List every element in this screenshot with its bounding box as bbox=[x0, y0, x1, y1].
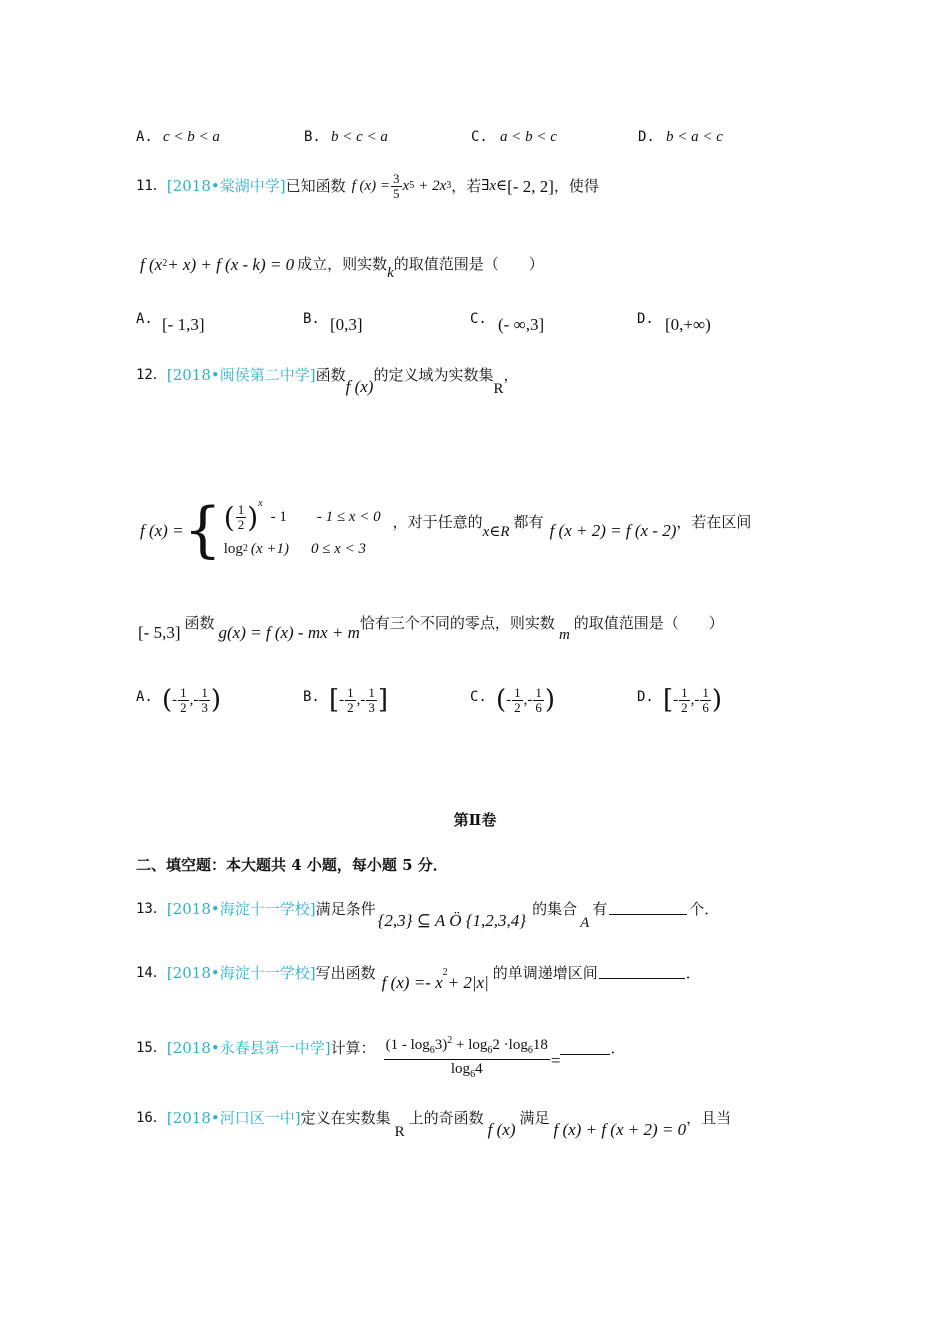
q12-option-b bbox=[329, 686, 388, 714]
q12-gx: g(x) = f (x) - mx + m bbox=[218, 623, 360, 642]
q12-a-comma: , bbox=[189, 691, 194, 708]
q12-b-den2: 3 bbox=[368, 699, 375, 715]
q12-R: R bbox=[493, 381, 504, 397]
q14-exp2: 2 bbox=[442, 967, 448, 978]
q16-text1: 定义在实数集 bbox=[300, 1109, 391, 1127]
q13-text3: 有 bbox=[592, 900, 608, 918]
q12-d-den2: 6 bbox=[702, 699, 709, 715]
q15-num-a: (1 - log bbox=[385, 1037, 430, 1053]
q12-a-minus1: - bbox=[172, 691, 178, 708]
q11-text5: 的取值范围是（ ） bbox=[393, 254, 544, 273]
q15-fraction bbox=[384, 1034, 550, 1081]
q12-c-den1: 2 bbox=[514, 699, 521, 715]
q11-source: [2018•棠湖中学] bbox=[166, 176, 286, 195]
q11-options bbox=[136, 310, 836, 340]
volume-title: 第Ⅱ卷 bbox=[453, 811, 497, 829]
q12-c-den2: 6 bbox=[535, 699, 542, 715]
q12-text5: 都有 bbox=[513, 512, 544, 531]
q12-text4: ，对于任意的 bbox=[392, 512, 483, 531]
q11-exists: ∃x∈ bbox=[481, 177, 508, 194]
q14-text3: ． bbox=[685, 964, 701, 982]
q15-num-e: 6 bbox=[487, 1045, 493, 1056]
q11-option-b-label: B. bbox=[303, 311, 320, 327]
q14-expr-a: f (x) =- x bbox=[381, 973, 443, 992]
q13-var-A: A bbox=[580, 915, 590, 931]
q13-text1: 满足条件 bbox=[315, 900, 376, 918]
q15-number: 15． bbox=[136, 1040, 167, 1056]
q15-answer-blank[interactable] bbox=[560, 1042, 610, 1055]
q15-num-b: 6 bbox=[429, 1045, 435, 1056]
q12-option-a-label: A. bbox=[136, 689, 153, 705]
q12-piece2-cond: 0 ≤ x < 3 bbox=[310, 540, 366, 557]
q12-fx: f (x) bbox=[345, 377, 374, 396]
q15-den-b: 6 bbox=[470, 1069, 476, 1080]
q12-d-num2: 1 bbox=[702, 685, 709, 700]
q12-number: 12． bbox=[136, 367, 167, 383]
q10-option-a: c < b < a bbox=[163, 129, 220, 145]
q12-c-comma: , bbox=[523, 691, 528, 708]
q15-den-a: log bbox=[450, 1061, 471, 1077]
q12-d-minus2: - bbox=[694, 691, 700, 708]
q12-piece-lhs: f (x) = bbox=[140, 520, 184, 540]
q11-number: 11． bbox=[136, 178, 167, 194]
q11-option-d-label: D. bbox=[637, 311, 654, 327]
q16-fx: f (x) bbox=[487, 1120, 516, 1139]
q11-condition-a: f (x bbox=[140, 254, 163, 274]
q16-expr: f (x) + f (x + 2) = 0 bbox=[553, 1120, 687, 1139]
q12-lparen: ( bbox=[223, 500, 235, 534]
q12-piece-row2 bbox=[224, 542, 381, 557]
q12-c-num2: 1 bbox=[535, 685, 542, 700]
q15-num-f: 2 ·log bbox=[492, 1037, 528, 1053]
q12-stem-line3 bbox=[138, 616, 724, 648]
q13-answer-blank[interactable] bbox=[609, 902, 687, 915]
q12-option-c bbox=[496, 686, 555, 714]
q14-text2: 的单调递增区间 bbox=[492, 964, 598, 982]
q12-c-num1: 1 bbox=[514, 685, 521, 700]
q11-option-c-label: C. bbox=[470, 311, 487, 327]
q12-var-m: m bbox=[558, 627, 570, 643]
q12-d-comma: , bbox=[690, 691, 695, 708]
q12-a-minus2: - bbox=[193, 691, 199, 708]
q10-option-d-label: D. bbox=[638, 129, 655, 145]
q12-b-den1: 2 bbox=[347, 699, 354, 715]
q16-text2: 上的奇函数 bbox=[408, 1109, 484, 1127]
q12-half-num: 1 bbox=[237, 502, 245, 518]
q11-x: x bbox=[402, 177, 410, 194]
q11-coef-num: 3 bbox=[393, 170, 400, 186]
q15-num-h: 18 bbox=[532, 1037, 548, 1053]
q12-options bbox=[136, 686, 836, 736]
q11-exp3: 3 bbox=[446, 180, 452, 191]
q12-brace: { bbox=[183, 495, 222, 565]
q12-d-num1: 1 bbox=[681, 685, 688, 700]
q10-option-a-label: A. bbox=[136, 129, 153, 145]
q11-cond-exp: 2 bbox=[162, 258, 168, 269]
q11-text: 已知函数 bbox=[285, 176, 346, 195]
q12-log-arg: (x +1) bbox=[250, 540, 289, 557]
q16-source: [2018•河口区一中] bbox=[166, 1109, 301, 1127]
q11-text2: ，若 bbox=[451, 176, 482, 195]
q11-coef-den: 5 bbox=[393, 185, 400, 201]
q15-num-c: 3) bbox=[434, 1037, 448, 1053]
q12-text6: ，若在区间 bbox=[676, 512, 752, 531]
q12-stem-line1 bbox=[136, 368, 519, 400]
q11-option-a: [- 1,3] bbox=[162, 315, 205, 334]
q12-piece1-tail: - 1 bbox=[270, 509, 287, 525]
q10-options bbox=[136, 130, 836, 148]
part-title: 二、填空题：本大题共 4 小题，每小题 5 分． bbox=[136, 856, 448, 874]
q11-plus2x: + 2x bbox=[418, 177, 447, 194]
q12-a-den2: 3 bbox=[201, 699, 208, 715]
q12-c-minus1: - bbox=[506, 691, 512, 708]
q12-b-comma: , bbox=[356, 691, 361, 708]
q12-c-minus2: - bbox=[527, 691, 533, 708]
q12-a-den1: 2 bbox=[180, 699, 187, 715]
q12-option-a bbox=[162, 686, 221, 714]
q12-b-minus2: - bbox=[360, 691, 366, 708]
q15-text1: 计算： bbox=[330, 1039, 376, 1057]
q15-numerator bbox=[384, 1034, 550, 1060]
q11-fx: f (x) = bbox=[351, 177, 391, 194]
q12-half bbox=[236, 503, 247, 531]
q15-text2: ． bbox=[610, 1039, 626, 1057]
q12-d-close: ) bbox=[711, 685, 723, 716]
q12-half-den: 2 bbox=[237, 517, 245, 532]
q13-text4: 个． bbox=[689, 900, 720, 918]
q14-number: 14． bbox=[136, 965, 167, 981]
q12-source: [2018•闽侯第二中学] bbox=[166, 366, 316, 384]
q12-text1: 函数 bbox=[315, 366, 346, 384]
q12-c-open: ( bbox=[496, 685, 507, 716]
q15-den-c: 4 bbox=[475, 1061, 483, 1077]
q11-interval: [- 2, 2] bbox=[507, 176, 554, 196]
q11-exp5: 5 bbox=[409, 180, 415, 191]
q12-b-minus1: - bbox=[339, 691, 345, 708]
q11-condition-b: + x) + f (x - k) = 0 bbox=[167, 254, 295, 274]
q15-denominator bbox=[449, 1060, 485, 1081]
q15-num-g: 6 bbox=[527, 1045, 533, 1056]
q12-text2: 的定义域为实数集 bbox=[373, 366, 494, 384]
q12-text9: 的取值范围是（ ） bbox=[573, 614, 724, 632]
q11-option-c: (- ∞,3] bbox=[498, 315, 545, 334]
q12-d-den1: 2 bbox=[681, 699, 688, 715]
q11-stem-line2 bbox=[140, 251, 544, 281]
q13-number: 13． bbox=[136, 901, 167, 917]
q10-option-c: a < b < c bbox=[500, 129, 557, 145]
q15-source: [2018•永春县第一中学] bbox=[166, 1039, 331, 1057]
q12-b-num1: 1 bbox=[347, 685, 354, 700]
q12-b-num2: 1 bbox=[368, 685, 375, 700]
q12-piece-row1 bbox=[223, 497, 381, 534]
q14-answer-blank[interactable] bbox=[599, 966, 685, 979]
q15-equals: = bbox=[550, 1051, 561, 1070]
q12-text7: 函数 bbox=[184, 614, 215, 632]
q12-interval: [- 5,3] bbox=[138, 623, 181, 642]
q10-option-c-label: C. bbox=[471, 129, 488, 145]
q15-num-d: + log bbox=[452, 1037, 488, 1053]
q16-R: R bbox=[394, 1124, 405, 1140]
q14-expr-b: + 2|x| bbox=[447, 973, 489, 992]
q12-option-b-label: B. bbox=[303, 689, 320, 705]
q13-text2: 的集合 bbox=[532, 900, 578, 918]
q11-text4: 成立，则实数 bbox=[297, 254, 388, 273]
q11-text3: ，使得 bbox=[553, 176, 599, 195]
q10-option-b: b < c < a bbox=[331, 129, 388, 145]
q12-piecewise-line bbox=[140, 490, 751, 570]
q13-stem bbox=[136, 902, 719, 936]
q15-num-exp: 2 bbox=[447, 1035, 453, 1046]
q13-source: [2018•海淀十一学校] bbox=[166, 900, 316, 918]
q12-b-close: ] bbox=[377, 685, 389, 716]
q12-xinR: x∈R bbox=[482, 523, 510, 540]
q12-option-d-label: D. bbox=[637, 689, 654, 705]
q10-option-d: b < a < c bbox=[666, 129, 723, 145]
q12-piece1-cond: - 1 ≤ x < 0 bbox=[316, 509, 381, 525]
q12-a-num1: 1 bbox=[180, 685, 187, 700]
q14-stem bbox=[136, 966, 701, 996]
q12-text3: ， bbox=[503, 366, 519, 384]
q12-log-base: 2 bbox=[242, 543, 248, 555]
q12-option-d bbox=[663, 686, 722, 714]
q13-expr: {2,3} ⊆ A Ö {1,2,3,4} bbox=[377, 911, 527, 930]
q14-source: [2018•海淀十一学校] bbox=[166, 964, 316, 982]
q11-option-b: [0,3] bbox=[330, 315, 363, 334]
q16-number: 16． bbox=[136, 1110, 167, 1126]
q12-log: log bbox=[223, 540, 243, 557]
q12-piecewise-cases bbox=[183, 495, 381, 565]
q11-coef-fraction bbox=[391, 172, 402, 200]
q12-piece1-exp: x bbox=[258, 497, 263, 509]
q16-text4: ，且当 bbox=[686, 1109, 732, 1127]
q15-stem bbox=[136, 1034, 625, 1084]
q10-option-b-label: B. bbox=[304, 129, 321, 145]
q12-period: f (x + 2) = f (x - 2) bbox=[549, 520, 677, 540]
q11-var-k: k bbox=[387, 264, 394, 281]
q12-a-num2: 1 bbox=[201, 685, 208, 700]
q12-d-minus1: - bbox=[673, 691, 679, 708]
q14-text1: 写出函数 bbox=[315, 964, 376, 982]
q12-text8: 恰有三个不同的零点，则实数 bbox=[359, 614, 555, 632]
q12-a-close: ) bbox=[210, 685, 222, 716]
q11-option-a-label: A. bbox=[136, 311, 153, 327]
q11-stem-line1 bbox=[136, 166, 599, 206]
q12-b-open: [ bbox=[329, 685, 340, 716]
q11-option-d: [0,+∞) bbox=[665, 315, 711, 334]
q12-a-open: ( bbox=[162, 685, 173, 716]
q12-option-c-label: C. bbox=[470, 689, 487, 705]
q16-text3: 满足 bbox=[519, 1109, 550, 1127]
q12-d-open: [ bbox=[663, 685, 674, 716]
q12-rparen: ) bbox=[247, 500, 259, 534]
q12-c-close: ) bbox=[544, 685, 556, 716]
q16-stem bbox=[136, 1111, 731, 1145]
